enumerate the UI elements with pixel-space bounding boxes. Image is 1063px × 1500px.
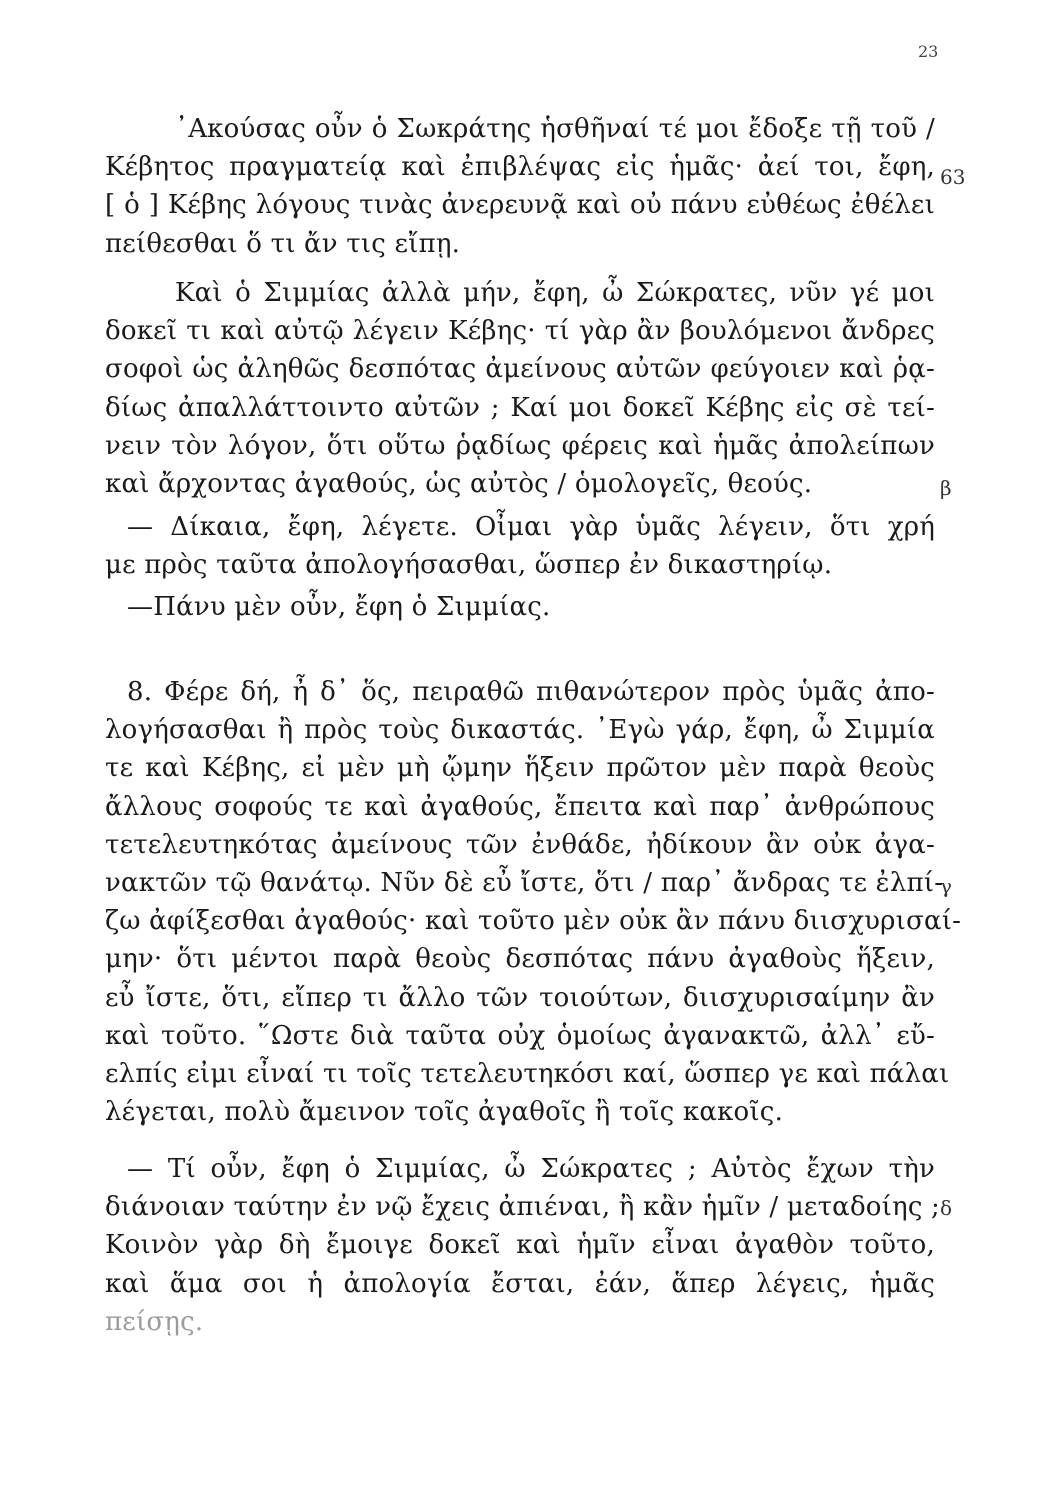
text-line: [ ὁ ] Κέβης λόγους τινὰς ἀνερευνᾷ καὶ οὐ πάνυ εὐθέως ἐθέλει	[105, 190, 935, 221]
text-line: δίως ἀπαλλάττοιντο αὐτῶν ; Καί μοι δοκεῖ Κέβης εἰς σὲ τεί-	[105, 392, 935, 423]
text-line: τε καὶ Κέβης, εἰ μὲν μὴ ᾤμην ἥξειν πρῶτον μὲν παρὰ θεοὺς	[105, 753, 935, 784]
text-line: ἄλλους σοφούς τε καὶ ἀγαθούς, ἔπειτα καὶ παρ᾿ ἀνθρώπους	[105, 791, 935, 822]
text-line: 8. Φέρε δή, ἦ δ᾿ ὅς, πειραθῶ πιθανώτερον πρὸς ὑμᾶς ἀπο-	[127, 677, 935, 707]
page-number: 23	[918, 42, 939, 61]
text-line: δοκεῖ τι καὶ αὐτῷ λέγειν Κέβης· τί γὰρ ἂν βουλόμενοι ἄνδρες	[105, 316, 935, 347]
text-line: ελπίς εἰμι εἶναί τι τοῖς τετελευτηκόσι καί, ὥσπερ γε καὶ πάλαι	[105, 1058, 950, 1089]
paragraph-5	[105, 673, 962, 1131]
text-line: καὶ ἅμα σοι ἡ ἀπολογία ἔσται, ἐάν, ἅπερ λέγεις, ἡμᾶς	[105, 1268, 935, 1299]
paragraph-3	[105, 508, 935, 584]
text-line: μην· ὅτι μέντοι παρὰ θεοὺς δεσπότας πάνυ ἀγαθοὺς ἥξειν,	[105, 944, 935, 975]
text-line: καὶ τοῦτο. ῞Ωστε διὰ ταῦτα οὐχ ὁμοίως ἀγανακτῶ, ἀλλ᾿ εὔ-	[105, 1020, 935, 1051]
text-line: Καὶ ὁ Σιμμίας ἀλλὰ μήν, ἔφη, ὦ Σώκρατες, νῦν γέ μοι	[175, 278, 935, 308]
text-line: πείθεσθαι ὅ τι ἄν τις εἴπῃ.	[105, 228, 461, 259]
text-line: — Δίκαια, ἔφη, λέγετε. Οἶμαι γὰρ ὑμᾶς λέγειν, ὅτι χρή	[127, 512, 935, 542]
margin-note-63: 63	[940, 165, 966, 189]
margin-note-gamma: γ	[940, 874, 952, 898]
text-line: πείσῃς.	[105, 1306, 204, 1337]
text-line: λογήσασθαι ἢ πρὸς τοὺς δικαστάς. ᾿Εγὼ γάρ, ἔφη, ὦ Σιμμία	[105, 715, 935, 746]
paragraph-4	[105, 588, 935, 626]
text-line: διάνοιαν ταύτην ἐν νῷ ἔχεις ἀπιέναι, ἢ κἂν ἡμῖν / μεταδοίης ;	[105, 1192, 941, 1223]
margin-note-beta: β	[940, 476, 952, 500]
text-line: ᾿Ακούσας οὖν ὁ Σωκράτης ἡσθῆναί τέ μοι ἔδοξε τῇ τοῦ /	[175, 114, 935, 144]
text-line: —Πάνυ μὲν οὖν, ἔφη ὁ Σιμμίας.	[127, 592, 551, 622]
text-line: καὶ ἄρχοντας ἀγαθούς, ὡς αὐτὸς / ὁμολογεῖς, θεούς.	[105, 468, 813, 499]
text-line: σοφοὶ ὡς ἀληθῶς δεσπότας ἀμείνους αὐτῶν φεύγοιεν καὶ ῥᾳ-	[105, 354, 935, 385]
text-line: — Τί οὖν, ἔφη ὁ Σιμμίας, ὦ Σώκρατες ; Αὐτὸς ἔχων τὴν	[127, 1154, 935, 1184]
paragraph-2	[105, 274, 935, 503]
text-line: νειν τὸν λόγον, ὅτι οὕτω ῥᾳδίως φέρεις καὶ ἡμᾶς ἀπολείπων	[105, 430, 935, 461]
text-line: με πρὸς ταῦτα ἀπολογήσασθαι, ὥσπερ ἐν δικαστηρίῳ.	[105, 550, 833, 581]
text-line: εὖ ἴστε, ὅτι, εἴπερ τι ἄλλο τῶν τοιούτων, διισχυρισαίμην ἂν	[105, 982, 935, 1013]
paragraph-6	[105, 1150, 941, 1341]
text-line: λέγεται, πολὺ ἄμεινον τοῖς ἀγαθοῖς ἢ τοῖς κακοῖς.	[105, 1097, 784, 1128]
text-line: ζω ἀφίξεσθαι ἀγαθούς· καὶ τοῦτο μὲν οὐκ ἂν πάνυ διισχυρισαί-	[105, 906, 962, 937]
text-line: Κοινὸν γὰρ δὴ ἔμοιγε δοκεῖ καὶ ἡμῖν εἶναι ἀγαθὸν τοῦτο,	[105, 1230, 935, 1261]
text-line: Κέβητος πραγματείᾳ καὶ ἐπιβλέψας εἰς ἡμᾶς· ἀεί τοι, ἔφη,	[105, 152, 935, 183]
text-line: νακτῶν τῷ θανάτῳ. Νῦν δὲ εὖ ἴστε, ὅτι / παρ᾿ ἄνδρας τε ἐλπί-	[105, 867, 944, 898]
text-line: τετελευτηκότας ἀμείνους τῶν ἐνθάδε, ἠδίκουν ἂν οὐκ ἀγα-	[105, 829, 935, 860]
paragraph-1	[105, 110, 935, 263]
margin-note-delta: δ	[940, 1196, 953, 1220]
